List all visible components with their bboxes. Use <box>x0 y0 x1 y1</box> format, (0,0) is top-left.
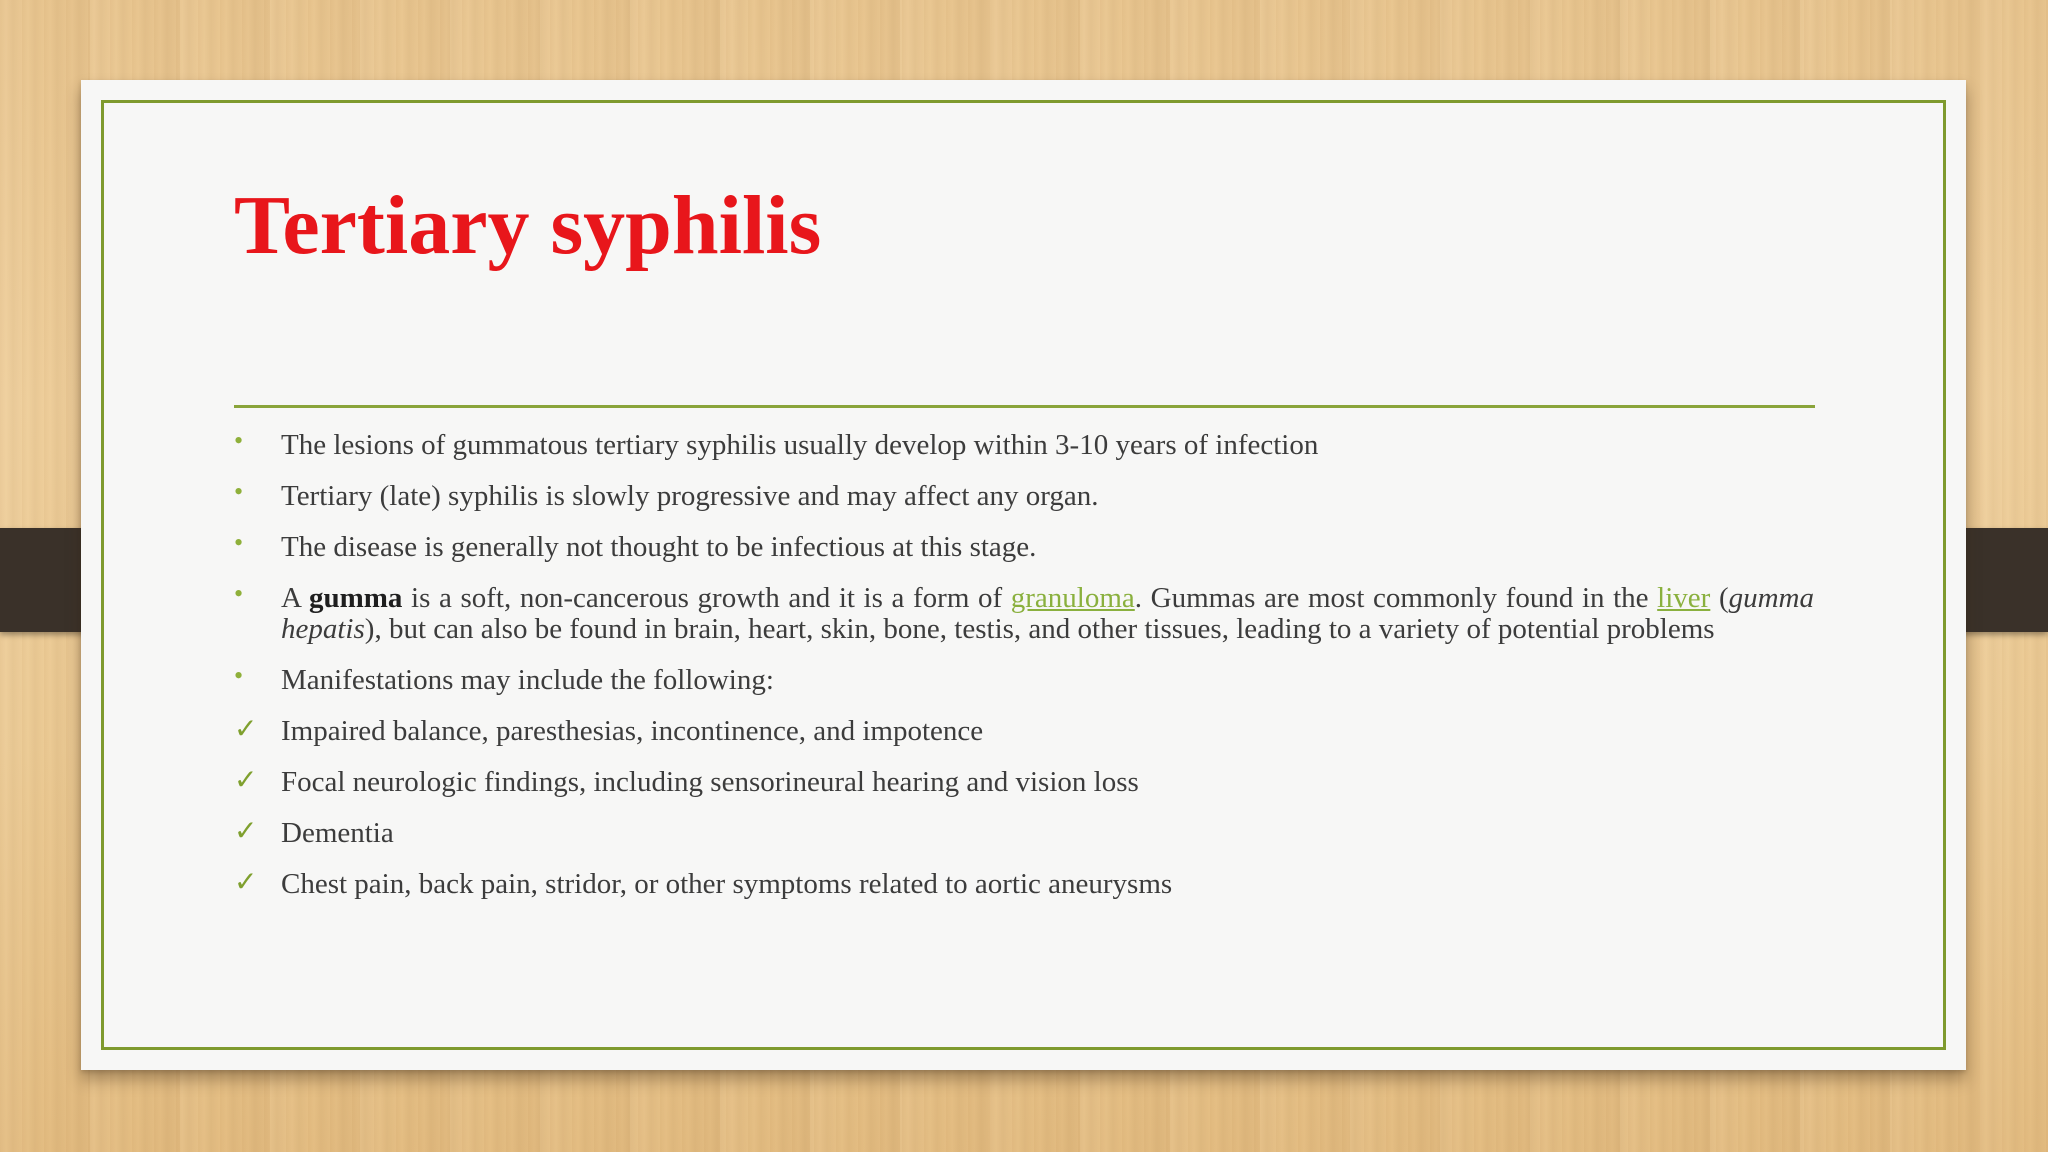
check-item <box>234 712 1814 747</box>
bullet-text: Tertiary (late) syphilis is slowly progressive and may affect any organ. <box>281 480 1099 512</box>
gumma-text-tail: ), but can also be found in brain, heart, skin, bone, testis, and other tissues, leading to a variety of potential problems <box>364 613 1715 645</box>
slide-title: Tertiary syphilis <box>234 179 822 272</box>
check-text: Dementia <box>281 817 394 849</box>
check-item <box>234 763 1814 798</box>
bullet-item <box>234 661 1814 696</box>
gumma-term: gumma <box>308 582 403 614</box>
granuloma-link[interactable]: granuloma <box>1010 582 1135 614</box>
bullet-dot-icon: • <box>234 579 244 608</box>
bullet-dot-icon: • <box>234 661 244 690</box>
bullet-text: Manifestations may include the following: <box>281 664 774 696</box>
check-text: Chest pain, back pain, stridor, or other symptoms related to aortic aneurysms <box>281 868 1173 900</box>
gumma-text-middle: is a soft, non-cancerous growth and it is a form of <box>402 582 1011 614</box>
check-item <box>234 865 1814 900</box>
bullet-dot-icon: • <box>234 477 244 506</box>
bullet-item-gumma <box>234 579 1814 645</box>
check-item <box>234 814 1814 849</box>
bullet-item <box>234 477 1814 512</box>
gumma-hepatis-term: gumma hepatis <box>281 582 1814 645</box>
title-divider <box>234 405 1815 408</box>
checkmark-icon: ✓ <box>234 712 258 745</box>
gumma-text-lead: A <box>281 582 309 614</box>
bullet-list <box>234 426 1814 920</box>
gumma-text-after-link: . Gummas are most commonly found in the <box>1134 582 1658 614</box>
checkmark-icon: ✓ <box>234 763 258 796</box>
checkmark-icon: ✓ <box>234 865 258 898</box>
bullet-text: The disease is generally not thought to be infectious at this stage. <box>281 531 1037 563</box>
check-text: Focal neurologic findings, including sensorineural hearing and vision loss <box>281 766 1139 798</box>
bullet-dot-icon: • <box>234 426 244 455</box>
bullet-dot-icon: • <box>234 528 244 557</box>
gumma-text-paren: ( <box>1710 582 1729 614</box>
bullet-item <box>234 528 1814 563</box>
slide-card <box>81 80 1966 1070</box>
checkmark-icon: ✓ <box>234 814 258 847</box>
liver-link[interactable]: liver <box>1657 582 1711 614</box>
bullet-text: The lesions of gummatous tertiary syphilis usually develop within 3-10 years of infection <box>281 429 1319 461</box>
bullet-item <box>234 426 1814 461</box>
check-text: Impaired balance, paresthesias, incontinence, and impotence <box>281 715 984 747</box>
